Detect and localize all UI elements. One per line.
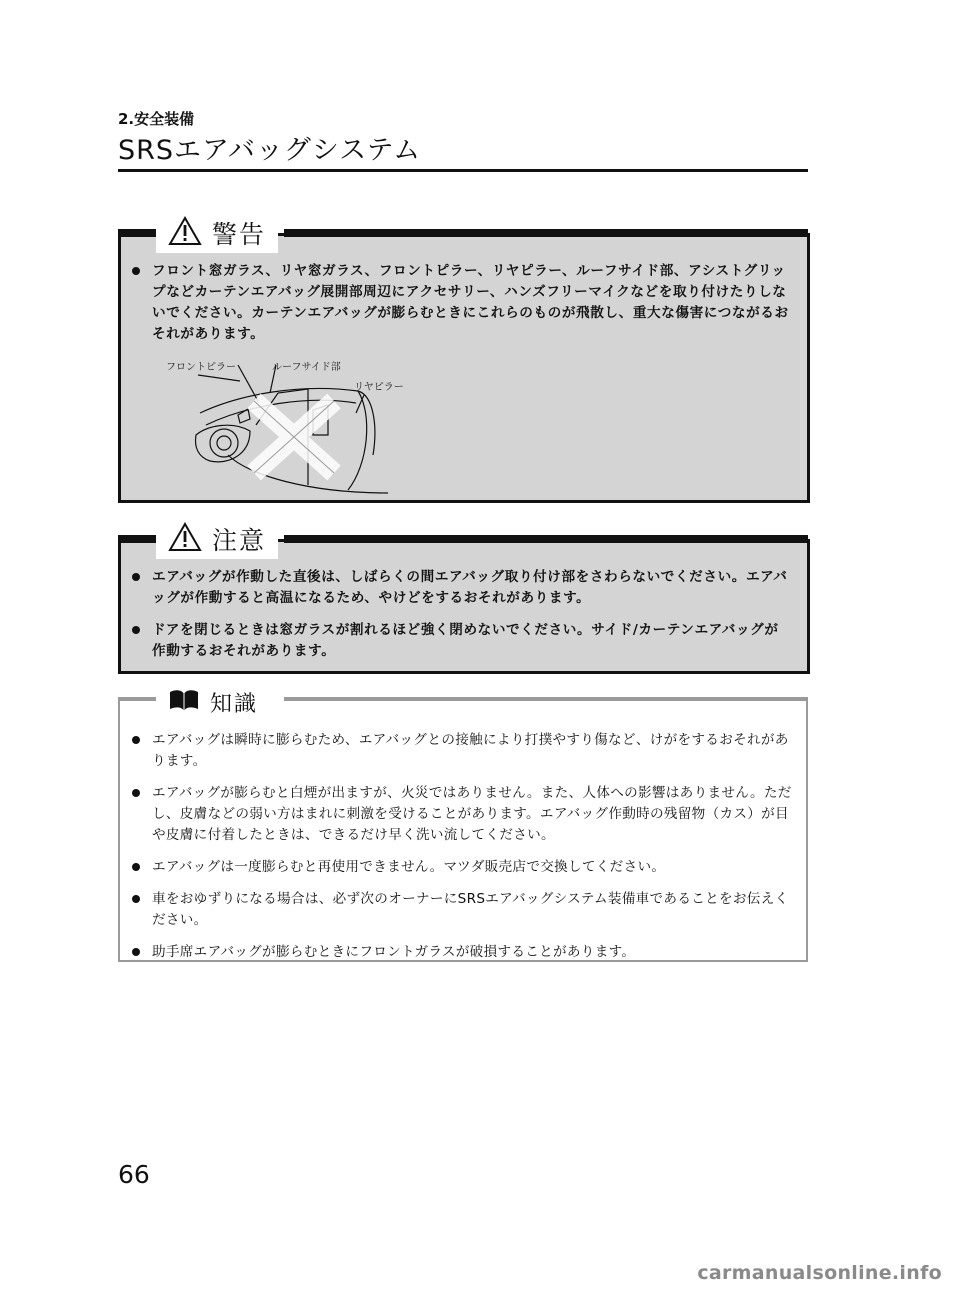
book-icon <box>168 688 200 716</box>
bullet-icon <box>132 267 140 275</box>
caution-list <box>132 567 792 673</box>
label-roof-side: ルーフサイド部 <box>272 362 341 373</box>
warning-header-rule-left <box>118 229 156 237</box>
bullet-icon <box>132 626 140 634</box>
label-rear-pillar: リヤピラー <box>354 382 404 393</box>
info-item: 助手席エアバッグが膨らむときにフロントガラスが破損することがあります。 <box>132 942 798 963</box>
bullet-icon <box>132 895 140 903</box>
warning-triangle-icon <box>168 216 202 250</box>
bullet-icon <box>132 863 140 871</box>
info-item: 車をおゆずりになる場合は、必ず次のオーナーにSRSエアバッグシステム装備車であることをお伝えください。 <box>132 889 798 931</box>
info-item: エアバッグが膨らむと白煙が出ますが、火災ではありません。また、人体への影響はありません。ただし、皮膚などの弱い方はまれに刺激を受けることがあります。エアバッグ作動時の残留物（カス）が目や皮膚に付着したときは、できるだけ早く洗い流してください。 <box>132 783 798 846</box>
page-title: SRSエアバッグシステム <box>118 135 422 166</box>
label-front-pillar: フロントピラー <box>166 362 236 373</box>
bullet-icon <box>132 948 140 956</box>
watermark: carmanualsonline.info <box>697 1262 942 1284</box>
info-header-rule-right <box>284 697 808 701</box>
caution-item: エアバッグが作動した直後は、しばらくの間エアバッグ取り付け部をさわらないでください。エアバッグが作動すると高温になるため、やけどをするおそれがあります。 <box>132 567 792 609</box>
warning-header-rule-right <box>284 229 808 237</box>
info-header-rule-left <box>118 697 156 701</box>
bullet-icon <box>132 573 140 581</box>
bullet-icon <box>132 736 140 744</box>
warning-label: 警告 <box>212 220 267 249</box>
info-header <box>156 684 270 720</box>
warning-item: フロント窓ガラス、リヤ窓ガラス、フロントピラー、リヤピラー、ルーフサイド部、アシストグリップなどカーテンエアバッグ展開部周辺にアクセサリー、ハンズフリーマイクなどを取り付けたりしないでください。カーテンエアバッグが膨らむときにこれらのものが飛散し、重大な傷害につながるおそれがあります。 <box>132 261 792 345</box>
info-item: エアバッグは瞬時に膨らむため、エアバッグとの接触により打撲やすり傷など、けがをするおそれがあります。 <box>132 730 798 772</box>
section-label: 2.安全装備 <box>118 110 195 128</box>
caution-item: ドアを閉じるときは窓ガラスが割れるほど強く閉めないでください。サイド/カーテンエアバッグが作動するおそれがあります。 <box>132 620 792 662</box>
caution-label: 注意 <box>212 526 267 555</box>
warning-triangle-icon <box>168 522 202 556</box>
curtain-airbag-illustration <box>158 355 428 495</box>
info-list <box>132 730 798 974</box>
warning-list <box>132 261 792 345</box>
title-divider <box>118 169 808 172</box>
page-number: 66 <box>118 1160 150 1189</box>
bullet-icon <box>132 789 140 797</box>
caution-header-rule-left <box>118 535 156 543</box>
info-item: エアバッグは一度膨らむと再使用できません。マツダ販売店で交換してください。 <box>132 857 798 878</box>
info-label: 知識 <box>210 691 259 717</box>
caution-header-rule-right <box>284 535 808 543</box>
warning-header <box>156 213 278 253</box>
caution-header <box>156 519 278 559</box>
